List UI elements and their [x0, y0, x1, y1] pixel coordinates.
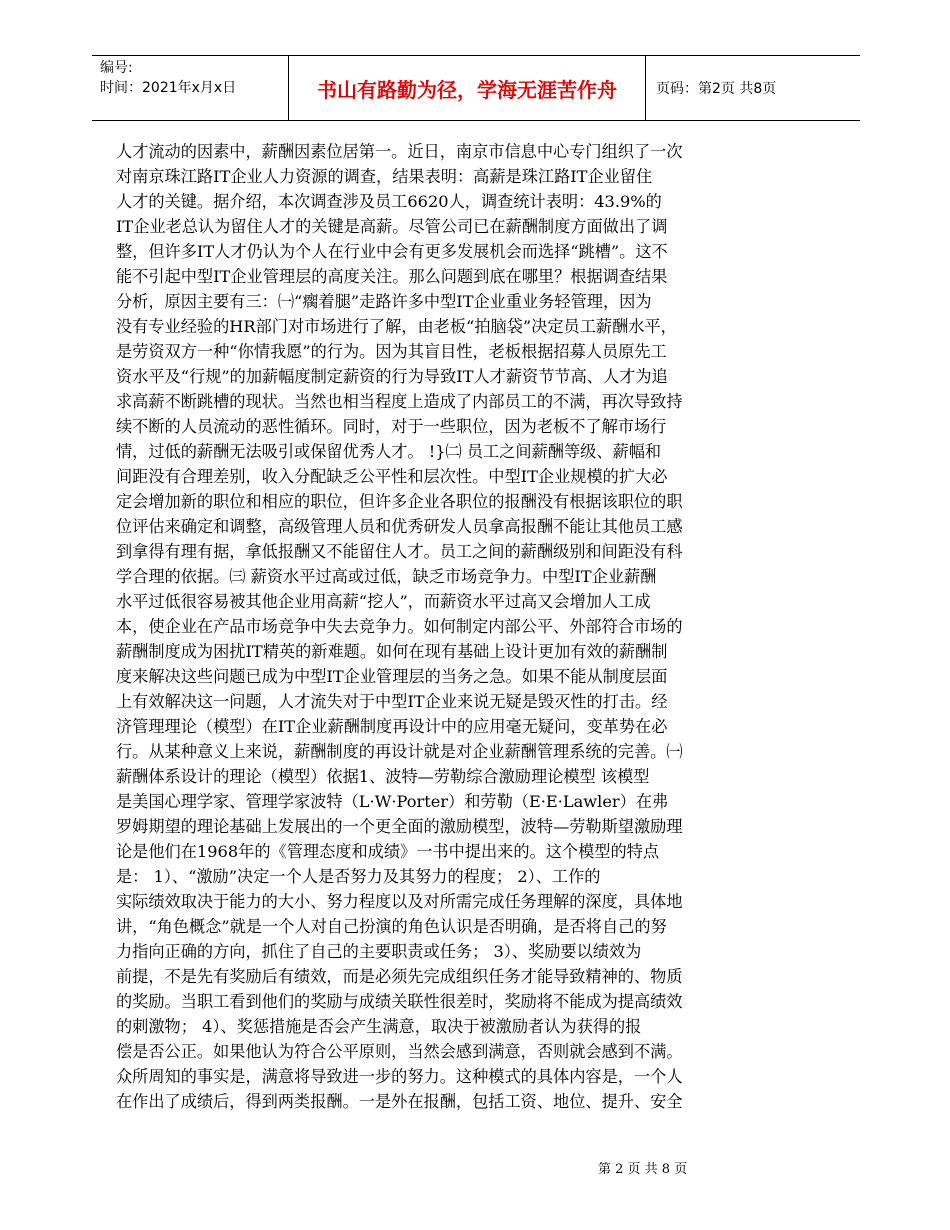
body-line: 到拿得有理有据，拿低报酬又不能留住人才。员工之间的薪酬级别和间距没有科 [116, 542, 683, 561]
body-line: 是： 1）、“激励”决定一个人是否努力及其努力的程度； 2）、工作的 [116, 867, 601, 886]
body-line: 间距没有合理差别，收入分配缺乏公平性和层次性。中型IT企业规模的扩大必 [116, 467, 668, 486]
header-motto: 书山有路勤为径，学海无涯苦作舟 [288, 56, 646, 120]
body-line: 位评估来确定和调整，高级管理人员和优秀研发人员拿高报酬不能让其他员工感 [116, 517, 683, 536]
body-line: 情，过低的薪酬无法吸引或保留优秀人才。 !}㈡ 员工之间薪酬等级、薪幅和 [116, 442, 662, 461]
body-line: 资水平及“行规”的加薪幅度制定薪资的行为导致IT人才薪资节节高、人才为追 [116, 367, 668, 386]
page-header [92, 55, 860, 121]
body-line: 水平过低很容易被其他企业用高薪“挖人”，而薪资水平过高又会增加人工成 [116, 592, 651, 611]
body-line: 薪酬体系设计的理论（模型）依据1、波特—劳勒综合激励理论模型 该模型 [116, 767, 650, 786]
body-line: IT企业老总认为留住人才的关键是高薪。尽管公司已在薪酬制度方面做出了调 [116, 217, 668, 236]
body-line: 力指向正确的方向，抓住了自己的主要职责或任务； 3）、奖励要以绩效为 [116, 942, 642, 961]
body-line: 讲，“角色概念”就是一个人对自己扮演的角色认识是否明确，是否将自己的努 [116, 917, 667, 936]
body-line: 没有专业经验的HR部门对市场进行了解，由老板“拍脑袋”决定员工薪酬水平， [116, 317, 677, 336]
body-line: 本，使企业在产品市场竞争中失去竞争力。如何制定内部公平、外部符合市场的 [116, 617, 683, 636]
body-line: 上有效解决这一问题，人才流失对于中型IT企业来说无疑是毁灭性的打击。经 [116, 692, 668, 711]
body-line: 学合理的依据。㈢ 薪资水平过高或过低，缺乏市场竞争力。中型IT企业薪酬 [116, 567, 657, 586]
code-label: 编号: [100, 60, 133, 76]
body-line: 行。从某种意义上来说，薪酬制度的再设计就是对企业薪酬管理系统的完善。㈠ [116, 742, 683, 761]
body-line: 偿是否公正。如果他认为符合公平原则，当然会感到满意，否则就会感到不满。 [116, 1042, 683, 1061]
body-line: 是美国心理学家、管理学家波特（L·W·Porter）和劳勒（E·E·Lawler）在弗 [116, 792, 669, 811]
time-label: 时间：2021年x月x日 [100, 80, 237, 96]
body-line: 度来解决这些问题已成为中型IT企业管理层的当务之急。如果不能从制度层面 [116, 667, 668, 686]
body-line: 在作出了成绩后，得到两类报酬。一是外在报酬，包括工资、地位、提升、安全 [116, 1092, 683, 1111]
body-line: 分析，原因主要有三：㈠“瘸着腿”走路许多中型IT企业重业务轻管理，因为 [116, 292, 652, 311]
body-line: 人才流动的因素中，薪酬因素位居第一。近日，南京市信息中心专门组织了一次 [116, 142, 683, 161]
body-line: 罗姆期望的理论基础上发展出的一个更全面的激励模型，波特—劳勒斯望激励理 [116, 817, 683, 836]
body-line: 薪酬制度成为困扰IT精英的新难题。如何在现有基础上设计更加有效的薪酬制 [116, 642, 668, 661]
header-page-label: 页码：第2页 共8页 [656, 81, 777, 97]
body-line: 的奖励。当职工看到他们的奖励与成绩关联性很差时，奖励将不能成为提高绩效 [116, 992, 683, 1011]
body-line: 整，但许多IT人才仍认为个人在行业中会有更多发展机会而选择“跳槽”。这不 [116, 242, 668, 261]
body-line: 人才的关键。据介绍，本次调查涉及员工6620人，调查统计表明：43.9%的 [116, 192, 662, 211]
body-line: 求高薪不断跳槽的现状。当然也相当程度上造成了内部员工的不满，再次导致持 [116, 392, 683, 411]
page-footer: 第 2 页 共 8 页 [598, 1162, 688, 1177]
document-body [116, 139, 776, 1114]
body-line: 是劳资双方一种“你情我愿”的行为。因为其盲目性，老板根据招募人员原先工 [116, 342, 667, 361]
header-meta [92, 56, 288, 120]
body-line: 论是他们在1968年的《管理态度和成绩》一书中提出来的。这个模型的特点 [116, 842, 660, 861]
body-line: 能不引起中型IT企业管理层的高度关注。那么问题到底在哪里？根据调查结果 [116, 267, 668, 286]
body-line: 的刺激物； 4）、奖惩措施是否会产生满意，取决于被激励者认为获得的报 [116, 1017, 642, 1036]
body-line: 定会增加新的职位和相应的职位，但许多企业各职位的报酬没有根据该职位的职 [116, 492, 683, 511]
body-line: 众所周知的事实是，满意将导致进一步的努力。这种模式的具体内容是，一个人 [116, 1067, 683, 1086]
body-line: 实际绩效取决于能力的大小、努力程度以及对所需完成任务理解的深度，具体地 [116, 892, 683, 911]
body-line: 前提，不是先有奖励后有绩效，而是必须先完成组织任务才能导致精神的、物质 [116, 967, 683, 986]
body-line: 对南京珠江路IT企业人力资源的调查，结果表明：高薪是珠江路IT企业留住 [116, 167, 653, 186]
body-line: 济管理理论（模型）在IT企业薪酬制度再设计中的应用毫无疑问，变革势在必 [116, 717, 668, 736]
body-line: 续不断的人员流动的恶性循环。同时，对于一些职位，因为老板不了解市场行 [116, 417, 667, 436]
